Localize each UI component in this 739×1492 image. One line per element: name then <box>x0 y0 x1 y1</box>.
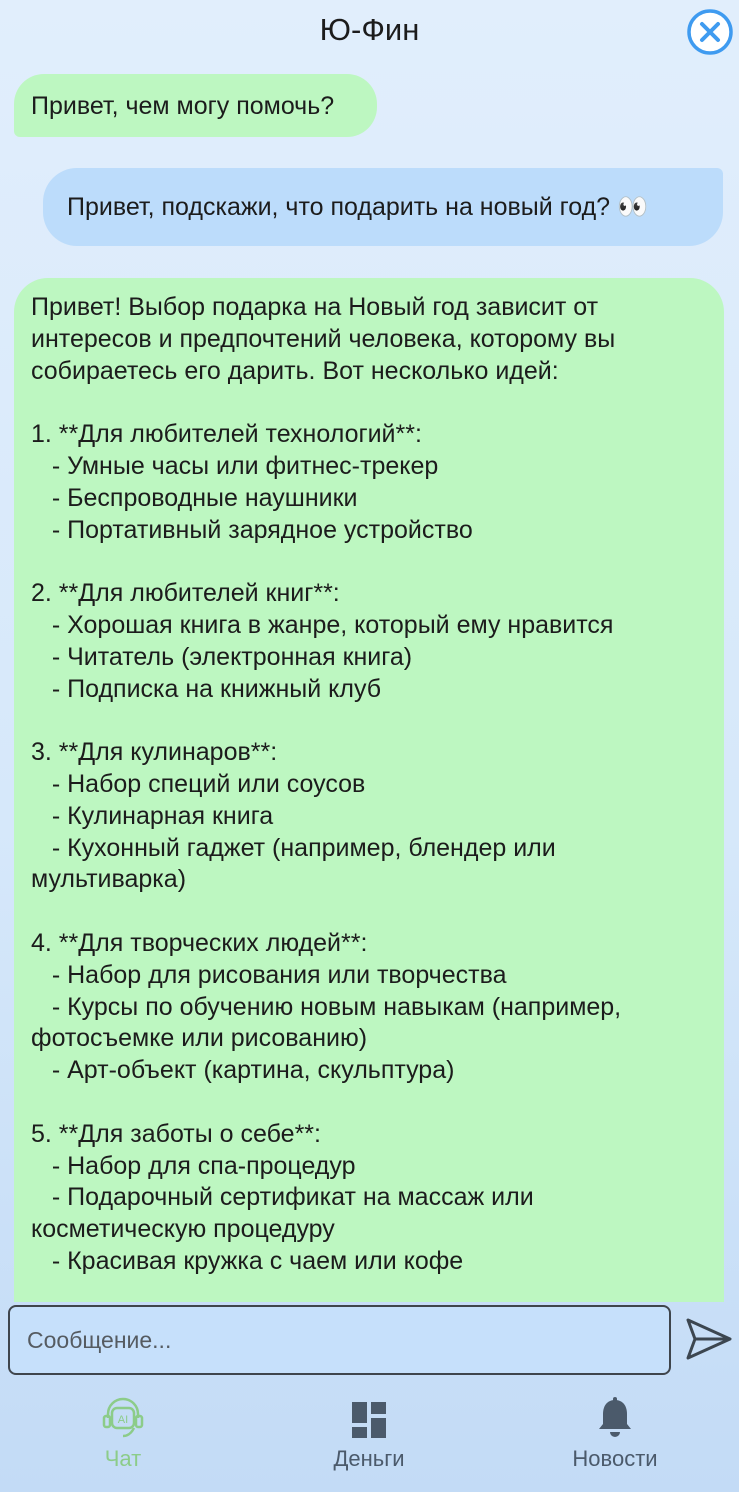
message-input-placeholder: Сообщение... <box>27 1326 172 1353</box>
paper-plane-icon <box>684 1314 734 1364</box>
bot-message-greeting <box>14 74 377 137</box>
close-button[interactable] <box>686 8 734 56</box>
send-button[interactable] <box>684 1314 734 1364</box>
nav-tab-money[interactable] <box>289 1378 449 1492</box>
close-circle-icon <box>686 8 734 56</box>
nav-tab-news[interactable] <box>535 1378 695 1492</box>
dashboard-grid-icon <box>344 1394 394 1442</box>
bottom-navigation <box>0 1378 739 1492</box>
user-message-text: Привет, подскажи, что подарить на новый год? 👀 <box>67 193 649 221</box>
user-message <box>43 168 723 246</box>
message-input[interactable] <box>8 1305 671 1375</box>
bot-message-text: Привет, чем могу помочь? <box>31 91 335 120</box>
nav-tab-money-label: Деньги <box>333 1446 405 1471</box>
ai-headset-icon <box>98 1394 148 1442</box>
nav-tab-news-label: Новости <box>572 1446 658 1471</box>
nav-tab-chat[interactable] <box>43 1378 203 1492</box>
app-title: Ю-Фин <box>319 12 420 47</box>
bot-message-answer: Привет! Выбор подарка на Новый год зависит от интересов и предпочтений человека, которому вы собираетесь его дарить. Вот несколько идей: 1. **Для любителей технологий**: - Умные часы или фитнес-трекер - Беспроводные наушники - Портативный зарядное устройство 2. **Для любителей книг**: - Хорошая книга в жанре, который ему нравится - Читатель (электронная книга) - Подписка на книжный клуб 3. **Для кулинаров**: - Набор специй или соусов - Кулинарная книга - Кухонный гаджет (например, блендер или мультиварка) 4. **Для творческих людей**: - Набор для рисования или творчества - Курсы по обучению новым навыкам (например, фотосъемке или рисованию) - Арт-объект (картина, скульптура) 5. **Для заботы о себе**: - Набор для спа-процедур - Подарочный сертификат на массаж или косметическую процедуру - Красивая кружка с чаем или кофе <box>14 278 724 1302</box>
app-header <box>0 0 739 66</box>
nav-tab-chat-label: Чат <box>104 1446 142 1471</box>
bell-icon <box>590 1394 640 1442</box>
chat-message-list[interactable] <box>0 66 739 1302</box>
svg-text:AI: AI <box>117 1414 129 1426</box>
